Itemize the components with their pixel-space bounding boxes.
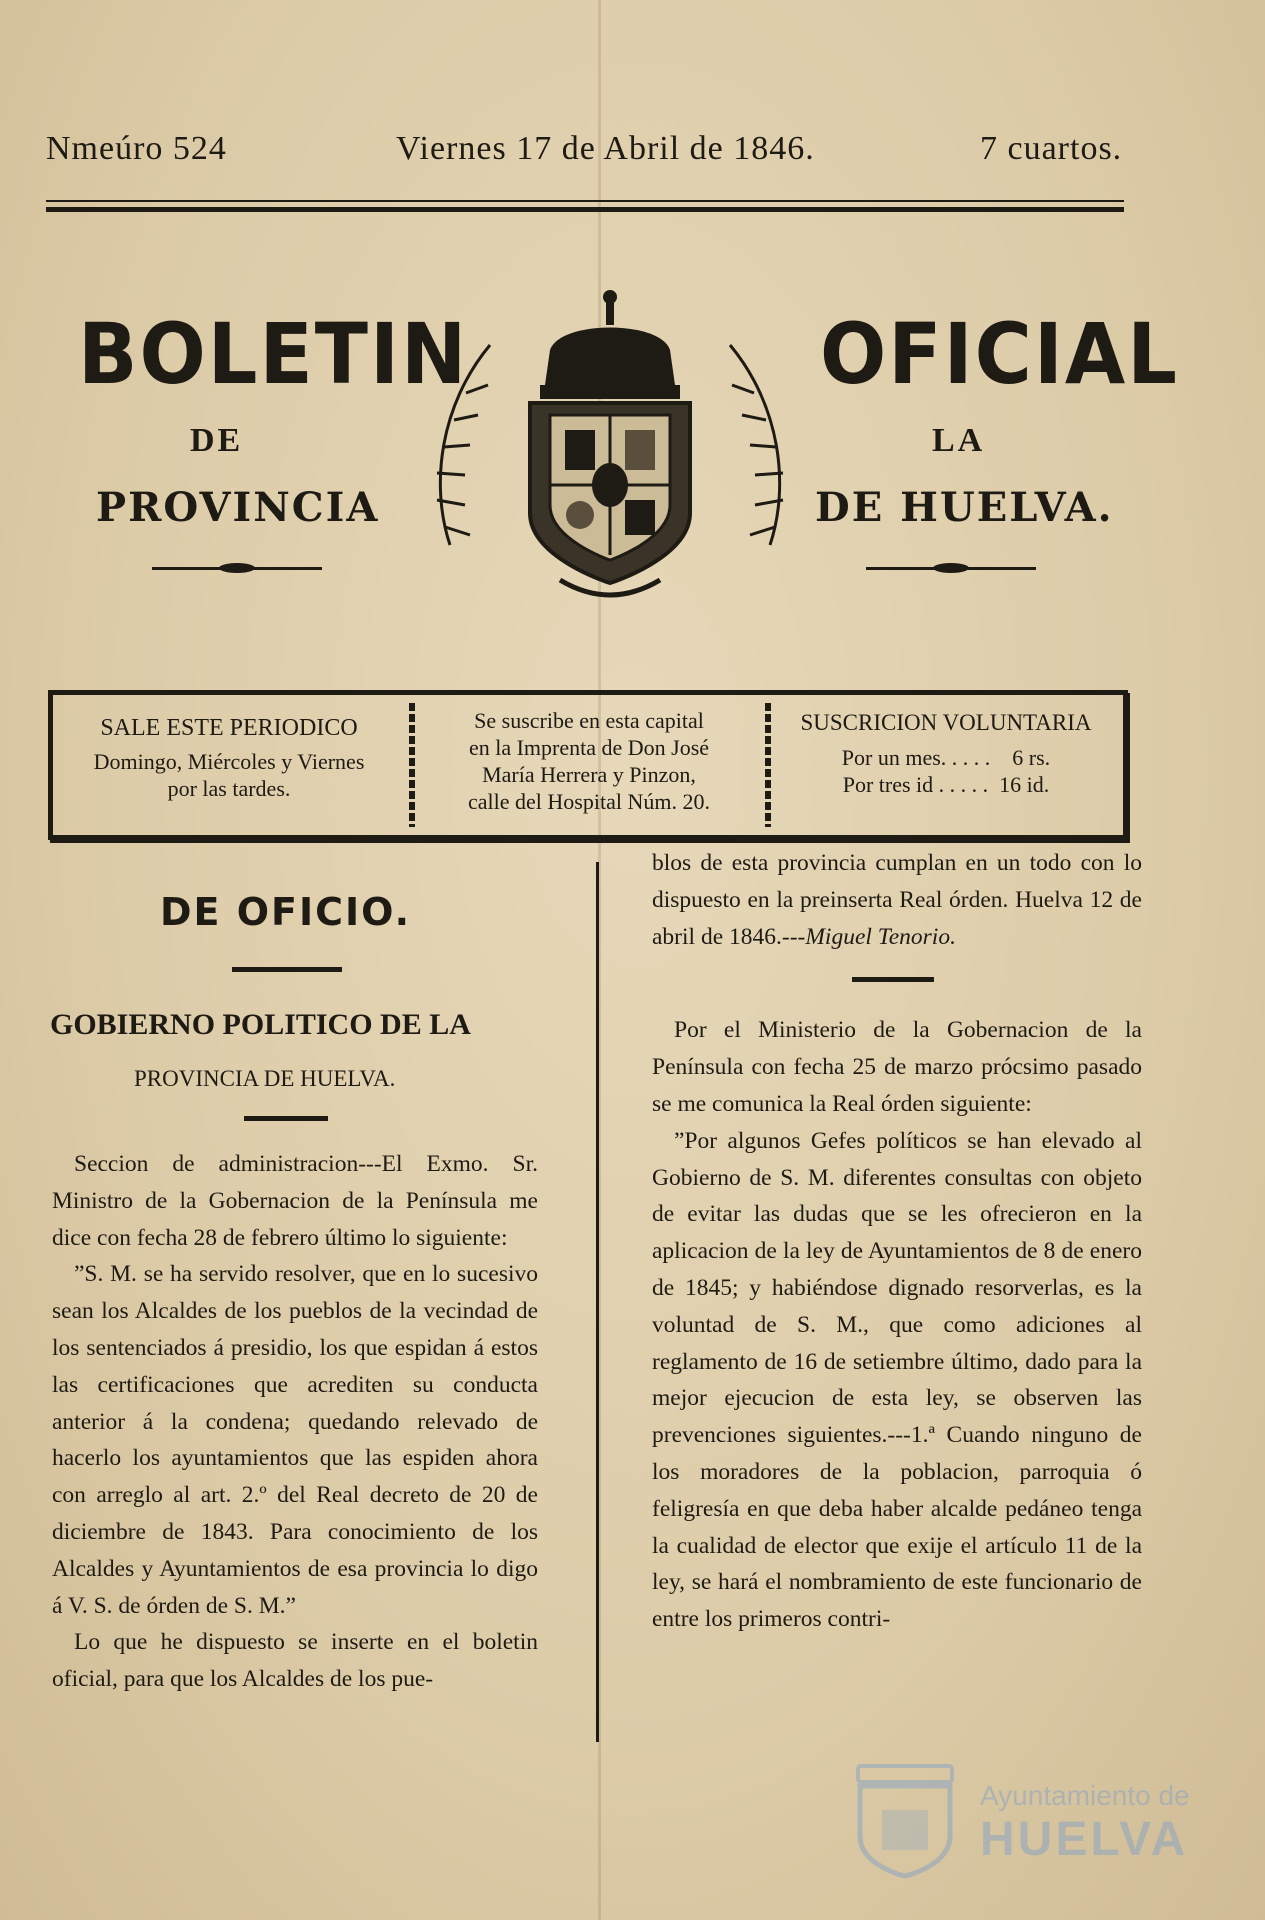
location-line-2: en la Imprenta de Don José	[468, 735, 710, 760]
subscription-prices	[775, 695, 1117, 835]
left-ornament	[152, 567, 322, 570]
continuation-text: blos de esta provincia cumplan en un todo con lo dispuesto en la preinserta Real órden. Huelva 12 de abril de 1846.---	[652, 850, 1142, 950]
royal-crest-icon	[410, 285, 810, 605]
paragraph-gefes-politicos: ”Por algunos Gefes políticos se han elevado al Gobierno de S. M. diferentes consultas con objeto de evitar las dudas que se les ofrecieron en la aplicacion de la ley de Ayuntamientos de 8 de enero de 1845; y habiéndose dignado resorverlas, es la voluntad de S. M., que como adiciones al reglamento de 16 de setiembre último, dado para la mejor ejecucion de esta ley, se observen las prevenciones siguientes.---1.ª Cuando ninguno de los moradores de la poblacion, parroquia ó feligresía en que deba haber alcalde pedáneo tenga la cualidad de elector que exije el artículo 11 de la ley, se hará el nombramiento de este funcionario de entre los primeros contri-	[652, 1127, 1142, 1633]
paragraph-ministerio: Por el Ministerio de la Gobernacion de la Península con fecha 25 de marzo prócsimo pasado se me comunica la Real órden siguiente:	[652, 1017, 1142, 1117]
article-heading: GOBIERNO POLITICO DE LA	[50, 1008, 471, 1041]
signature: Miguel Tenorio.	[805, 923, 956, 950]
prices-title: SUSCRICION VOLUNTARIA	[800, 710, 1092, 735]
paragraph-seccion: Seccion de administracion---El Exmo. Sr. Ministro de la Gobernacion de la Península me dice con fecha 28 de febrero último lo siguiente:	[52, 1151, 538, 1251]
ayuntamiento-watermark	[850, 1760, 1190, 1880]
paragraph-continuation	[652, 845, 1142, 955]
schedule-time: por las tardes.	[167, 776, 291, 801]
location-line-4: calle del Hospital Núm. 20.	[468, 789, 710, 814]
issue-date: Viernes 17 de Abril de 1846.	[396, 130, 815, 167]
masthead-oficial: OFICIAL	[820, 306, 1179, 404]
issue-number: Nmeúro 524	[46, 130, 227, 167]
issue-price: 7 cuartos.	[980, 130, 1123, 167]
publication-schedule	[53, 695, 405, 835]
subscription-location	[419, 695, 759, 835]
masthead-de-huelva: DE HUELVA.	[815, 484, 1114, 531]
paragraph-rule	[852, 977, 934, 982]
article-subheading: PROVINCIA DE HUELVA.	[134, 1066, 396, 1091]
city-shield-icon	[850, 1760, 960, 1880]
masthead-provincia: PROVINCIA	[96, 484, 380, 531]
header-rule-thin	[46, 200, 1124, 202]
schedule-days: Domingo, Miércoles y Viernes	[93, 749, 365, 774]
section-rule	[232, 967, 342, 972]
price-three-months: Por tres id . . . . . 16 id.	[842, 772, 1050, 797]
heading-rule	[244, 1116, 328, 1121]
left-column-text	[52, 1146, 538, 1698]
location-line-1: Se suscribe en esta capital	[474, 708, 704, 733]
right-column-text	[652, 845, 1142, 1638]
watermark-line-1: Ayuntamiento de	[980, 1780, 1190, 1811]
location-line-3: María Herrera y Pinzon,	[482, 762, 696, 787]
right-ornament	[866, 567, 1036, 570]
info-separator-2	[765, 703, 771, 827]
masthead-la: LA	[932, 422, 986, 459]
header-rule-thick	[46, 207, 1124, 212]
paragraph-real-orden-quote: ”S. M. se ha servido resolver, que en lo sucesivo sean los Alcaldes de los pueblos de la vecindad de los sentenciados á presidio, los que espidan á estos las certificaciones que acrediten su conducta anterior á la condena; quedando relevado de hacerlo los ayuntamientos que las espiden ahora con arreglo al art. 2.º del Real decreto de 20 de diciembre de 1843. Para conocimiento de los Alcaldes y Ayuntamientos de esa provincia lo digo á V. S. de órden de S. M.”	[52, 1261, 538, 1619]
subscription-info-box	[48, 690, 1128, 840]
section-title-de-oficio: DE OFICIO.	[160, 890, 412, 934]
masthead-boletin: BOLETIN	[78, 306, 469, 404]
schedule-title: SALE ESTE PERIODICO	[100, 715, 358, 741]
masthead-de: DE	[190, 422, 244, 459]
column-divider	[596, 862, 599, 1742]
price-month: Por un mes. . . . . 6 rs.	[841, 745, 1051, 770]
paragraph-boletin: Lo que he dispuesto se inserte en el boletin oficial, para que los Alcaldes de los pue-	[52, 1629, 538, 1693]
info-separator-1	[409, 703, 415, 827]
watermark-line-2: HUELVA	[980, 1813, 1189, 1866]
